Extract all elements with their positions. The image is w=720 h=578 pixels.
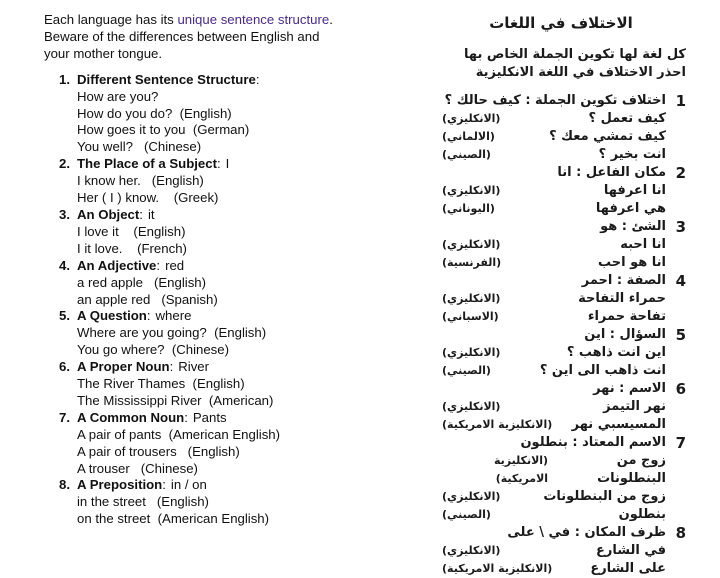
item-heading	[44, 207, 424, 224]
arabic-line-text: زوج من البنطلونات	[543, 489, 666, 504]
item-colon: :	[216, 156, 221, 172]
arabic-line-text: في الشارع	[595, 543, 666, 558]
arabic-line-text: هي اعرفها	[595, 201, 666, 216]
arabic-line-text: انا هو احب	[597, 255, 666, 270]
item-title-text: An Object	[77, 206, 140, 222]
arabic-language-tag: (الالماني)	[442, 130, 495, 143]
arabic-language-tag	[436, 164, 442, 182]
item-heading	[44, 308, 424, 325]
arabic-line	[436, 362, 666, 380]
arabic-line-text: انت ذاهب الى اين ؟	[539, 363, 666, 378]
english-numbered-list	[44, 72, 424, 528]
item-title-text: A Proper Noun	[77, 359, 170, 375]
arabic-language-tag: (اليوناني)	[442, 202, 495, 215]
arabic-language-tag: (الانكليزي)	[442, 544, 501, 557]
arabic-language-tag	[436, 326, 442, 344]
arabic-list-item	[436, 218, 686, 272]
item-colon: :	[255, 71, 260, 87]
example-line: The Mississippi River (American)	[77, 392, 274, 408]
arabic-line-text: زوج من البنطلونات	[597, 453, 666, 486]
arabic-line-text: اين انت ذاهب ؟	[566, 345, 666, 360]
arabic-line-text: كيف تمشي معك ؟	[549, 129, 666, 144]
arabic-language-tag	[436, 434, 442, 452]
arabic-line	[436, 380, 666, 398]
arabic-item-number: 7	[675, 434, 686, 452]
item-value: River	[178, 359, 210, 375]
item-title-text: The Place of a Subject	[77, 156, 217, 172]
example-line: on the street (American English)	[77, 511, 270, 527]
example-line: How goes it to you (German)	[77, 122, 250, 138]
arabic-list-item	[436, 92, 686, 164]
item-title-text: A Common Noun	[77, 409, 185, 425]
arabic-item-lines	[436, 380, 666, 434]
arabic-item-number: 2	[675, 164, 686, 182]
intro-line-1: Each language has its unique sentence structure.	[44, 12, 333, 27]
arabic-line	[436, 308, 666, 326]
example-line: in the street (English)	[77, 494, 209, 510]
arabic-line-text: كيف تعمل ؟	[588, 111, 666, 126]
arabic-line	[436, 128, 666, 146]
arabic-line	[436, 272, 666, 290]
example-line: Her ( I ) know. (Greek)	[77, 190, 219, 206]
arabic-line	[436, 560, 666, 578]
english-list-item	[44, 72, 424, 157]
item-number: 8.	[59, 477, 70, 493]
arabic-line	[436, 506, 666, 524]
example-line: I love it (English)	[77, 223, 186, 239]
arabic-item-number: 3	[675, 218, 686, 236]
example-line: A trouser (Chinese)	[77, 460, 198, 476]
arabic-line-text: تفاحة حمراء	[587, 309, 666, 324]
arabic-line	[436, 434, 666, 452]
arabic-line-text: انا احبه	[620, 237, 666, 252]
arabic-line-text: على الشارع	[590, 561, 666, 576]
intro-line-3: your mother tongue.	[44, 45, 163, 61]
item-colon: :	[146, 308, 151, 324]
arabic-line-text: ظرف المكان : في \ على	[507, 525, 666, 540]
arabic-language-tag: (الانكليزي)	[442, 292, 501, 305]
item-title-text: A Question	[77, 308, 147, 324]
example-line: How are you?	[77, 88, 159, 104]
arabic-list-item	[436, 272, 686, 326]
arabic-language-tag: (الانكليزي)	[442, 238, 501, 251]
arabic-line-text: اختلاف تكوين الجملة : كيف حالك ؟	[444, 93, 666, 108]
item-title-text: A Preposition	[77, 477, 163, 493]
arabic-item-lines	[436, 272, 666, 326]
arabic-line	[436, 542, 666, 560]
item-colon: :	[139, 206, 143, 222]
unique-sentence-structure-highlight: unique sentence structure	[177, 12, 330, 27]
arabic-intro-line-2: احذر الاختلاف في اللغة الانكليزية	[475, 65, 686, 80]
arabic-line-text: الصفة : احمر	[581, 273, 666, 288]
item-colon: :	[156, 257, 161, 273]
arabic-language-tag: (الاسباني)	[442, 310, 499, 323]
item-heading	[44, 72, 424, 89]
arabic-language-tag: (الانكليزية الامريكية)	[442, 562, 553, 575]
english-list-item	[44, 156, 424, 207]
example-line: I know her. (English)	[77, 173, 204, 189]
english-list-item	[44, 477, 424, 528]
arabic-language-tag	[436, 380, 442, 398]
arabic-list-item	[436, 434, 686, 524]
arabic-language-tag	[436, 218, 442, 236]
arabic-intro-line-1: كل لغة لها تكوين الجملة الخاص بها	[464, 47, 686, 62]
example-line: You go where? (Chinese)	[77, 342, 229, 358]
example-line: I it love. (French)	[77, 240, 187, 256]
item-title	[77, 156, 221, 173]
arabic-line	[436, 92, 666, 110]
english-list-item	[44, 410, 424, 478]
item-value: Pants	[192, 409, 227, 425]
arabic-language-tag: (الانكليزي)	[442, 490, 501, 503]
item-heading	[44, 156, 424, 173]
arabic-line-text: الشئ : هو	[600, 219, 666, 234]
arabic-item-number: 1	[675, 92, 686, 110]
arabic-language-tag	[436, 524, 442, 542]
arabic-intro	[436, 46, 686, 82]
arabic-line-text: حمراء التفاحة	[578, 291, 666, 306]
arabic-title: الاختلاف في اللغات	[489, 14, 633, 32]
arabic-line-text: السؤال : اين	[584, 327, 666, 342]
example-line: A pair of pants (American English)	[77, 426, 281, 442]
arabic-line-text: المسيسبي نهر	[571, 417, 666, 432]
arabic-line	[436, 146, 666, 164]
arabic-item-lines	[436, 92, 666, 164]
item-heading	[44, 410, 424, 427]
item-value: in / on	[170, 477, 207, 493]
example-line: an apple red (Spanish)	[77, 291, 218, 307]
arabic-language-tag: (الانكليزي)	[442, 112, 501, 125]
arabic-item-number: 8	[675, 524, 686, 542]
item-value: I	[225, 156, 230, 172]
arabic-line	[436, 236, 666, 254]
arabic-list-item	[436, 380, 686, 434]
arabic-line	[436, 164, 666, 182]
arabic-numbered-list	[436, 92, 686, 578]
english-list-item	[44, 308, 424, 359]
item-number: 2.	[59, 156, 70, 172]
arabic-list-item	[436, 524, 686, 578]
item-number: 1.	[59, 71, 70, 87]
item-title	[77, 308, 151, 325]
example-line: a red apple (English)	[77, 274, 207, 290]
arabic-item-lines	[436, 524, 666, 578]
item-number: 6.	[59, 359, 70, 375]
arabic-line	[436, 344, 666, 362]
item-colon: :	[169, 359, 174, 375]
item-title	[77, 359, 173, 376]
english-intro	[44, 12, 424, 63]
arabic-language-tag	[436, 272, 442, 290]
example-line: How do you do? (English)	[77, 105, 232, 121]
item-value: it	[147, 206, 155, 222]
item-value: where	[155, 308, 192, 324]
item-number: 7.	[59, 409, 70, 425]
item-colon: :	[184, 409, 188, 425]
item-value: red	[165, 257, 185, 273]
arabic-item-number: 4	[675, 272, 686, 290]
english-list-item	[44, 258, 424, 309]
arabic-line-text: مكان الفاعل : انا	[557, 165, 666, 180]
item-title	[77, 72, 259, 89]
example-line: A pair of trousers (English)	[77, 443, 240, 459]
arabic-line	[436, 452, 666, 488]
arabic-line-text: نهر التيمز	[603, 399, 666, 414]
example-line: You well? (Chinese)	[77, 139, 202, 155]
arabic-line	[436, 488, 666, 506]
item-title-text: Different Sentence Structure	[77, 71, 256, 87]
item-heading	[44, 258, 424, 275]
item-number: 5.	[59, 308, 70, 324]
arabic-list-item	[436, 164, 686, 218]
arabic-item-lines	[436, 218, 666, 272]
arabic-language-tag: (الانكليزي)	[442, 400, 501, 413]
item-title	[77, 477, 166, 494]
item-title	[77, 258, 160, 275]
example-line: Where are you going? (English)	[77, 325, 267, 341]
arabic-line	[436, 326, 666, 344]
arabic-line-text: الاسم المعتاد : بنطلون	[520, 435, 666, 450]
item-title-text: An Adjective	[77, 257, 157, 273]
item-number: 4.	[59, 257, 70, 273]
arabic-language-tag: (الفرنسية)	[442, 256, 502, 269]
arabic-line-text: الاسم : نهر	[593, 381, 666, 396]
arabic-line	[436, 218, 666, 236]
english-column	[44, 12, 424, 528]
item-colon: :	[162, 477, 166, 493]
arabic-language-tag: (الصيني)	[442, 148, 491, 161]
arabic-item-number: 5	[675, 326, 686, 344]
example-line: The River Thames (English)	[77, 376, 245, 392]
arabic-language-tag: (الصيني)	[442, 508, 491, 521]
intro-line-2: Beware of the differences between English and	[44, 28, 320, 44]
arabic-language-tag	[436, 92, 442, 110]
arabic-column	[436, 14, 686, 576]
arabic-line	[436, 398, 666, 416]
arabic-language-tag: (الانكليزي)	[442, 184, 501, 197]
arabic-line	[436, 524, 666, 542]
arabic-item-lines	[436, 164, 666, 218]
arabic-line	[436, 182, 666, 200]
arabic-line-text: انا اعرفها	[603, 183, 666, 198]
arabic-item-lines	[436, 326, 666, 380]
item-number: 3.	[59, 206, 70, 222]
arabic-language-tag: (الصيني)	[442, 364, 491, 377]
arabic-item-lines	[436, 434, 666, 524]
arabic-line	[436, 416, 666, 434]
item-title	[77, 410, 188, 427]
arabic-language-tag: (الانكليزي)	[442, 346, 501, 359]
arabic-line	[436, 290, 666, 308]
arabic-line-text: بنطلون	[618, 507, 666, 522]
item-heading	[44, 477, 424, 494]
english-list-item	[44, 359, 424, 410]
arabic-item-number: 6	[675, 380, 686, 398]
arabic-language-tag: (الانكليزية الامريكية)	[493, 454, 549, 485]
english-list-item	[44, 207, 424, 258]
item-title	[77, 207, 143, 224]
arabic-line-text: انت بخير ؟	[598, 147, 666, 162]
arabic-list-item	[436, 326, 686, 380]
arabic-line	[436, 110, 666, 128]
item-heading	[44, 359, 424, 376]
arabic-line	[436, 254, 666, 272]
arabic-line	[436, 200, 666, 218]
arabic-language-tag: (الانكليزية الامريكية)	[442, 418, 553, 431]
